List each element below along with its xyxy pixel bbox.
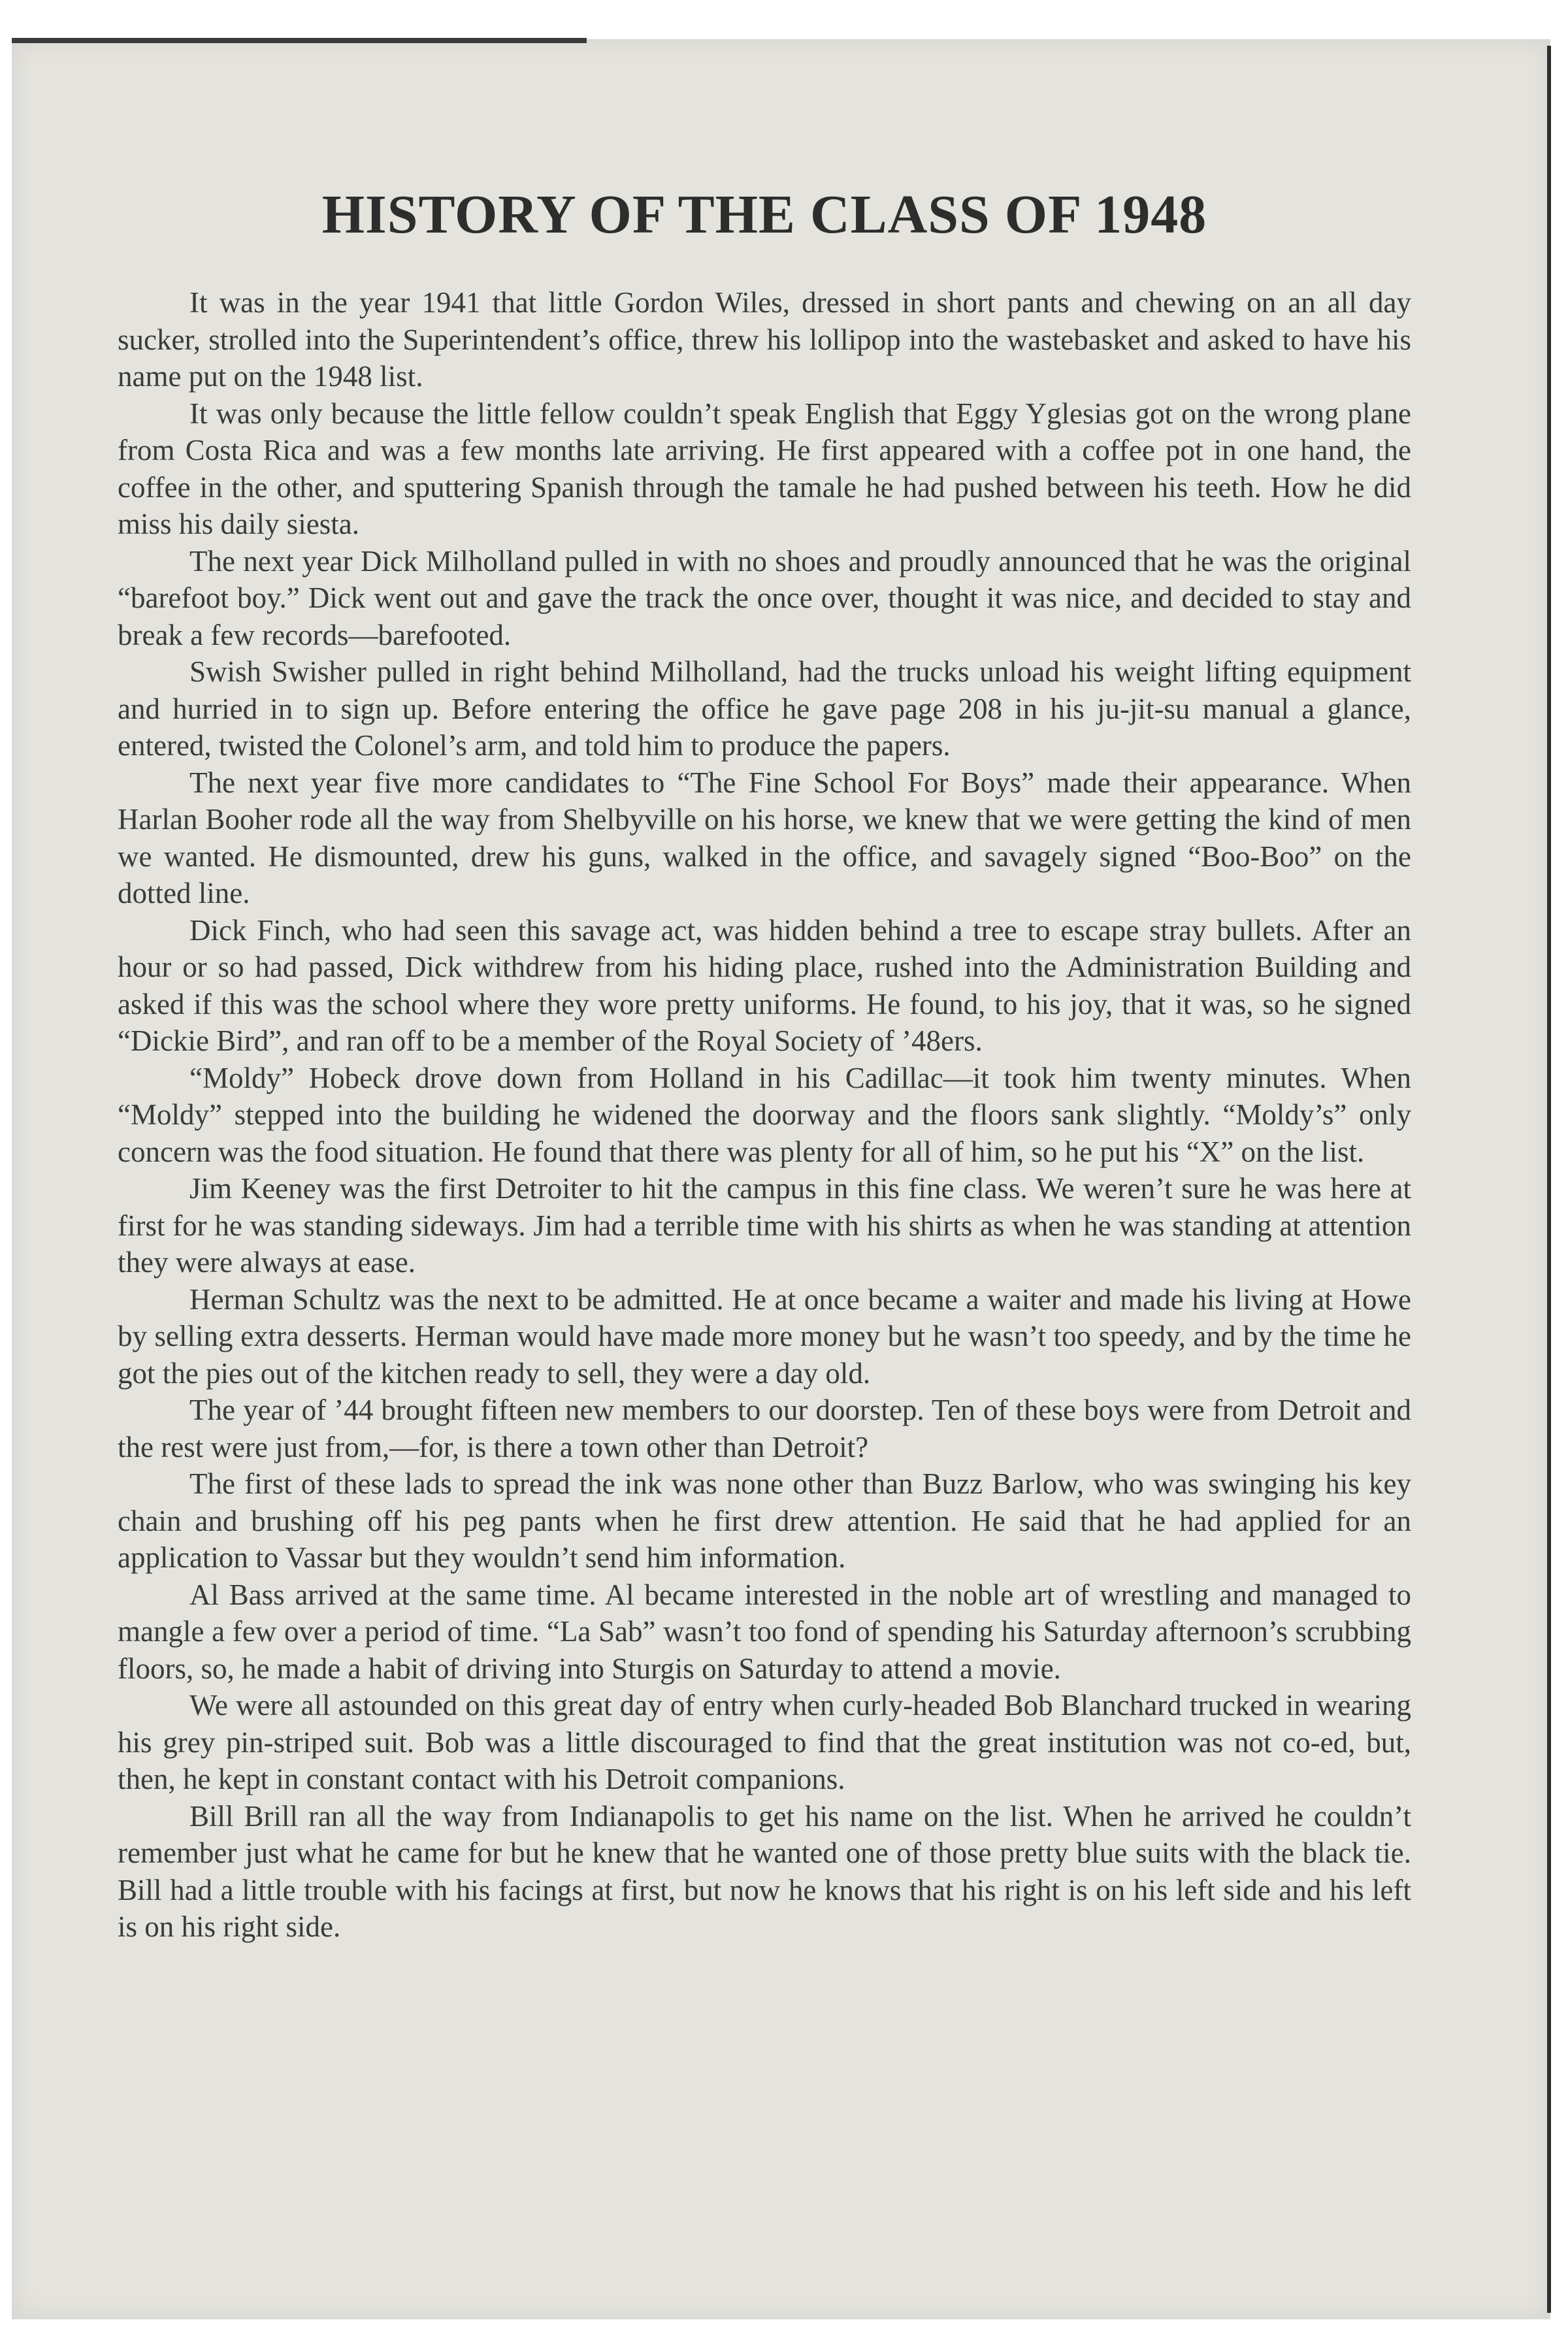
paragraph-bill-brill: Bill Brill ran all the way from Indianapolis to get his name on the list. When he arrived he couldn’t remember just what he came for but he knew that he wanted one of those pretty blue suits with the black tie. Bill had a little trouble with his facings at first, but now he knows that his right is on his left side and his left is on his right side. (118, 1799, 1411, 1943)
paragraph-moldy-hobeck: “Moldy” Hobeck drove down from Holland in his Cadillac—it took him twenty minutes. When “Moldy” stepped into the building he widened the doorway and the floors sank slightly. “Moldy’s” only concern was the food situation. He found that there was plenty for all of him, so he put his “X” on the list. (118, 1061, 1411, 1168)
paragraph-dick-milholland: The next year Dick Milholland pulled in with no shoes and proudly announced that he was the original “barefoot boy.” Dick went out and gave the track the once over, thought it was nice, and decided to stay and break a few records—barefooted. (118, 544, 1411, 651)
scan-edge-top (12, 38, 587, 43)
paragraph-dick-finch: Dick Finch, who had seen this savage act, was hidden behind a tree to escape stray bullets. After an hour or so had passed, Dick withdrew from his hiding place, rushed into the Administration Building and asked if this was the school where they wore pretty uniforms. He found, to his joy, that it was, so he signed “Dickie Bird”, and ran off to be a member of the Royal Society of ’48ers. (118, 913, 1411, 1057)
paragraph-jim-keeney: Jim Keeney was the first Detroiter to hit the campus in this fine class. We weren’t sure he was here at first for he was standing sideways. Jim had a terrible time with his shirts as when he was standing at attention they were always at ease. (118, 1172, 1411, 1279)
paragraph-swish-swisher: Swish Swisher pulled in right behind Milholland, had the trucks unload his weight lifting equipment and hurried in to sign up. Before entering the office he gave page 208 in his ju-jit-su manual a glance, entered, twisted the Colonel’s arm, and told him to produce the papers. (118, 655, 1411, 762)
page-title: HISTORY OF THE CLASS OF 1948 (321, 184, 1207, 245)
paragraph-al-bass: Al Bass arrived at the same time. Al became interested in the noble art of wrestling and managed to mangle a few over a period of time. “La Sab” wasn’t too fond of spending his Saturday afternoon’s scrubbing floors, so, he made a habit of driving into Sturgis on Saturday to attend a movie. (118, 1578, 1411, 1685)
paragraph-year-44: The year of ’44 brought fifteen new members to our doorstep. Ten of these boys were from Detroit and the rest were just from,—for, is there a town other than Detroit? (118, 1394, 1411, 1463)
paragraph-buzz-barlow: The first of these lads to spread the ink was none other than Buzz Barlow, who was swinging his key chain and brushing off his peg pants when he first drew attention. He said that he had applied for an application to Vassar but they wouldn’t send him information. (118, 1467, 1411, 1574)
paragraph-eggy-yglesias: It was only because the little fellow couldn’t speak English that Eggy Yglesias got on the wrong plane from Costa Rica and was a few months late arriving. He first appeared with a coffee pot in one hand, the coffee in the other, and sputtering Spanish through the tamale he had pushed between his teeth. How he did miss his daily siesta. (118, 397, 1411, 540)
paragraph-bob-blanchard: We were all astounded on this great day of entry when curly-headed Bob Blanchard trucked in wearing his grey pin-striped suit. Bob was a little discouraged to find that the great institution was not co-ed, but, then, he kept in constant contact with his Detroit companions. (118, 1689, 1411, 1795)
paragraph-harlan-booher: The next year five more candidates to “The Fine School For Boys” made their appearance. When Harlan Booher rode all the way from Shelbyville on his horse, we knew that we were getting the kind of men we wanted. He dismounted, drew his guns, walked in the office, and savagely signed “Boo-Boo” on the dotted line. (118, 766, 1411, 909)
paragraph-herman-schultz: Herman Schultz was the next to be admitted. He at once became a waiter and made his living at Howe by selling extra desserts. Herman would have made more money but he wasn’t too speedy, and by the time he got the pies out of the kitchen ready to sell, they were a day old. (118, 1282, 1411, 1390)
scan-edge-right (1547, 46, 1551, 2313)
paragraph-gordon-wiles: It was in the year 1941 that little Gordon Wiles, dressed in short pants and chewing on an all day sucker, strolled into the Superintendent’s office, threw his lollipop into the wastebasket and asked to have his name put on the 1948 list. (118, 286, 1411, 393)
document-page (118, 183, 1411, 1946)
